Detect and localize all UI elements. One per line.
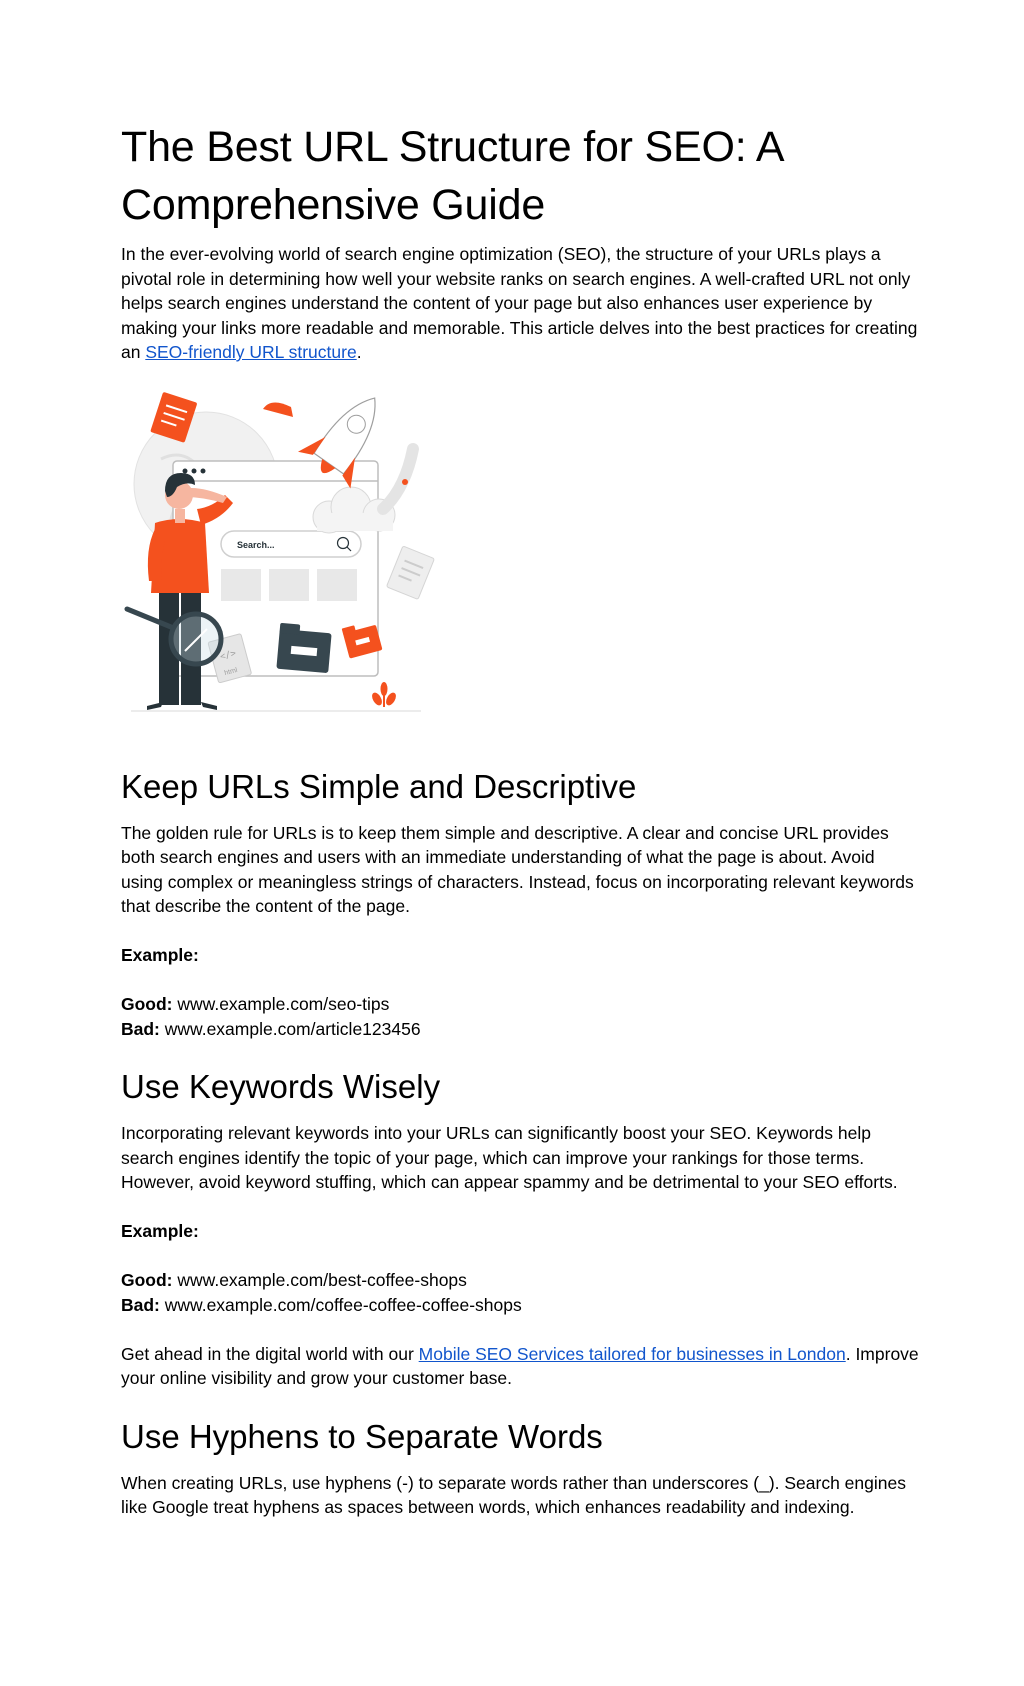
html-label-text: html bbox=[223, 666, 239, 677]
section2-body: Incorporating relevant keywords into your URLs can significantly boost your SEO. Keywords help search engines identify the topic of your page, which can improve your rankings for those terms. However, avoid keyword stuffing, which can appear spammy and be detrimental to your SEO efforts. bbox=[121, 1123, 898, 1192]
section2-example-label bbox=[121, 1219, 921, 1244]
paper-icon bbox=[386, 545, 434, 599]
bad-label: Bad: bbox=[121, 1018, 160, 1039]
promo-after: . Improve your online visibility and grow your customer base. bbox=[121, 1343, 919, 1388]
intro-after: . bbox=[356, 342, 362, 362]
seo-friendly-url-link[interactable]: SEO-friendly URL structure bbox=[145, 342, 357, 362]
search-bar-icon bbox=[221, 531, 361, 557]
mobile-seo-services-link[interactable]: Mobile SEO Services tailored for businesses in London bbox=[418, 1343, 846, 1364]
section3-body: When creating URLs, use hyphens (-) to separate words rather than underscores (_). Search engines like Google treat hyphens as spaces between words, which enhances readability and indexing. bbox=[121, 1472, 906, 1517]
promo-before: Get ahead in the digital world with our bbox=[121, 1343, 419, 1364]
example-label: Example: bbox=[121, 945, 199, 965]
section1-good-example bbox=[121, 992, 921, 1017]
bad-url: www.example.com/coffee-coffee-coffee-shops bbox=[159, 1294, 522, 1315]
good-url: www.example.com/best-coffee-shops bbox=[172, 1270, 467, 1290]
section2-good-example bbox=[121, 1268, 921, 1293]
seo-illustration bbox=[121, 389, 451, 719]
section3-heading: Use Hyphens to Separate Words bbox=[121, 1417, 603, 1455]
search-placeholder-text: Search... bbox=[237, 539, 275, 550]
section1-heading: Keep URLs Simple and Descriptive bbox=[121, 767, 637, 805]
intro-text: In the ever-evolving world of search engine optimization (SEO), the structure of your URLs plays a pivotal role in determining how well your website ranks on search engines. A well-crafted URL not only helps search engines understand the content of your page but also enhances user experience by making your links more readable and memorable. This article delves into the best practices for creating an bbox=[121, 244, 918, 362]
page-title: The Best URL Structure for SEO: A Comprehensive Guide bbox=[121, 123, 782, 229]
good-label: Good: bbox=[121, 994, 173, 1014]
good-label: Good: bbox=[121, 1270, 173, 1290]
section2-heading: Use Keywords Wisely bbox=[121, 1068, 441, 1105]
example-label: Example: bbox=[121, 1221, 199, 1241]
bad-url: www.example.com/article123456 bbox=[159, 1018, 421, 1039]
html-tag-text: </> bbox=[219, 648, 238, 663]
section1-bad-example bbox=[121, 1017, 921, 1042]
promo-paragraph bbox=[121, 1342, 921, 1391]
intro-paragraph bbox=[121, 242, 921, 365]
section1-body: The golden rule for URLs is to keep them simple and descriptive. A clear and concise URL provides both search engines and users with an immediate understanding of what the page is about. Avoid using complex or meaningless strings of characters. Instead, focus on incorporating relevant keywords that describe the content of the page. bbox=[121, 822, 914, 916]
good-url: www.example.com/seo-tips bbox=[172, 994, 390, 1014]
section1-example-label bbox=[121, 943, 921, 968]
document-page bbox=[121, 118, 921, 1520]
plant-icon bbox=[370, 682, 398, 707]
bad-label: Bad: bbox=[121, 1294, 160, 1315]
section2-bad-example bbox=[121, 1293, 921, 1318]
